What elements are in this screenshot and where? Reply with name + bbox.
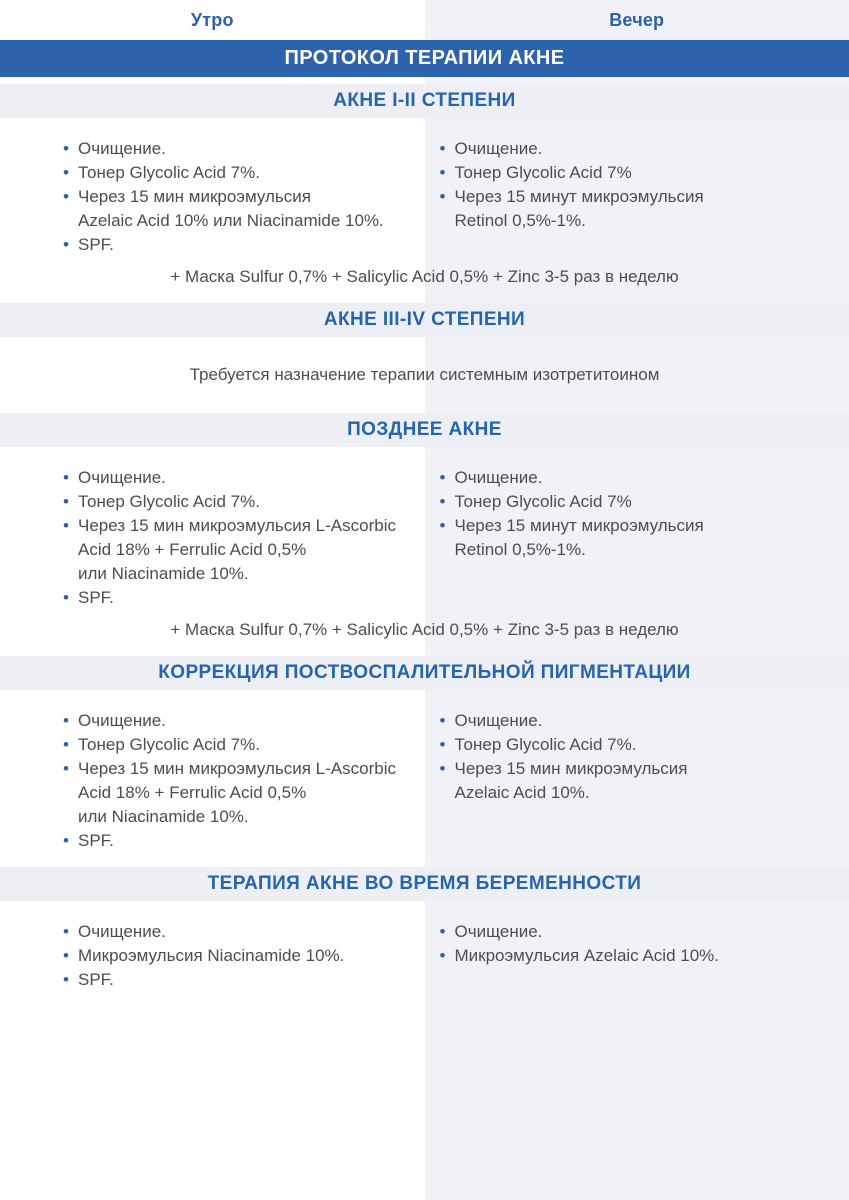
protocol-step bbox=[440, 466, 832, 490]
evening-column bbox=[425, 920, 849, 992]
weekly-mask-note: + Маска Sulfur 0,7% + Salicylic Acid 0,5% + Zinc 3-5 раз в неделю bbox=[170, 620, 679, 639]
protocol-step bbox=[63, 733, 407, 757]
step-line: Очищение. bbox=[454, 139, 543, 158]
step-lines bbox=[78, 829, 407, 853]
evening-step-list bbox=[440, 137, 832, 233]
two-column-layout bbox=[0, 709, 849, 853]
step-lines bbox=[78, 920, 407, 944]
protocol-step bbox=[63, 829, 407, 853]
section-center-text: Требуется назначение терапии системным изотретитоином bbox=[189, 365, 660, 384]
section-heading-band bbox=[0, 303, 849, 337]
step-line: Очищение. bbox=[78, 139, 166, 158]
bullet-icon: • bbox=[63, 922, 69, 941]
step-line: Очищение. bbox=[454, 711, 543, 730]
section-heading: КОРРЕКЦИЯ ПОСТВОСПАЛИТЕЛЬНОЙ ПИГМЕНТАЦИИ bbox=[158, 662, 691, 683]
section-heading: ПОЗДНЕЕ АКНЕ bbox=[347, 419, 502, 440]
section-heading-band bbox=[0, 867, 849, 901]
step-line: Acid 18% + Ferrulic Acid 0,5% bbox=[78, 540, 307, 559]
protocol-step bbox=[440, 757, 832, 805]
bullet-icon: • bbox=[439, 139, 446, 158]
step-lines bbox=[455, 185, 832, 233]
step-lines bbox=[455, 757, 832, 805]
protocol-step bbox=[63, 709, 407, 733]
bullet-icon: • bbox=[63, 235, 69, 254]
column-header-evening: Вечер bbox=[609, 9, 665, 30]
step-lines bbox=[78, 233, 407, 257]
step-lines bbox=[78, 709, 407, 733]
morning-column bbox=[0, 920, 425, 992]
step-lines bbox=[78, 137, 407, 161]
protocol-step bbox=[63, 137, 407, 161]
bullet-icon: • bbox=[63, 970, 69, 989]
step-lines bbox=[455, 161, 832, 185]
bullet-icon: • bbox=[63, 759, 69, 778]
bullet-icon: • bbox=[63, 468, 69, 487]
evening-step-list bbox=[440, 709, 832, 805]
document-title: ПРОТОКОЛ ТЕРАПИИ АКНЕ bbox=[284, 47, 565, 69]
protocol-step bbox=[440, 733, 832, 757]
section-heading: АКНЕ III-IV СТЕПЕНИ bbox=[323, 309, 526, 330]
step-line: Azelaic Acid 10%. bbox=[454, 783, 590, 802]
step-lines bbox=[455, 514, 832, 562]
step-lines bbox=[455, 733, 832, 757]
section-body bbox=[0, 690, 849, 867]
protocol-step bbox=[63, 514, 407, 586]
step-line: SPF. bbox=[78, 235, 114, 254]
protocol-step bbox=[63, 944, 407, 968]
step-line: или Niacinamide 10%. bbox=[78, 564, 249, 583]
two-column-layout bbox=[0, 137, 849, 257]
step-line: Acid 18% + Ferrulic Acid 0,5% bbox=[78, 783, 307, 802]
step-line: Тонер Glycolic Acid 7% bbox=[454, 163, 632, 182]
protocol-step bbox=[440, 709, 832, 733]
morning-step-list bbox=[63, 137, 407, 257]
morning-column bbox=[0, 137, 425, 257]
step-line: или Niacinamide 10%. bbox=[78, 807, 249, 826]
section-heading-band bbox=[0, 656, 849, 690]
step-lines bbox=[455, 490, 832, 514]
evening-column bbox=[425, 137, 849, 257]
step-lines bbox=[78, 490, 407, 514]
step-line: Очищение. bbox=[78, 468, 166, 487]
two-column-layout bbox=[0, 920, 849, 992]
protocol-step bbox=[440, 490, 832, 514]
step-line: Очищение. bbox=[454, 922, 543, 941]
evening-column bbox=[425, 709, 849, 853]
protocol-step bbox=[63, 490, 407, 514]
step-lines bbox=[78, 968, 407, 992]
step-line: SPF. bbox=[78, 970, 114, 989]
step-lines bbox=[78, 161, 407, 185]
step-line: Микроэмульсия Niacinamide 10%. bbox=[78, 946, 345, 965]
bullet-icon: • bbox=[63, 187, 69, 206]
step-line: Через 15 мин микроэмульсия bbox=[454, 759, 688, 778]
bullet-icon: • bbox=[63, 492, 69, 511]
two-column-layout bbox=[0, 466, 849, 610]
morning-step-list bbox=[63, 466, 407, 610]
protocol-step bbox=[63, 185, 407, 233]
step-line: Тонер Glycolic Acid 7%. bbox=[78, 492, 260, 511]
step-line: Azelaic Acid 10% или Niacinamide 10%. bbox=[78, 211, 384, 230]
step-lines bbox=[78, 733, 407, 757]
step-lines bbox=[78, 757, 407, 829]
protocol-step bbox=[440, 161, 832, 185]
protocol-step bbox=[63, 233, 407, 257]
step-lines bbox=[78, 466, 407, 490]
step-lines bbox=[78, 185, 407, 233]
step-line: Тонер Glycolic Acid 7%. bbox=[78, 163, 260, 182]
bullet-icon: • bbox=[439, 759, 446, 778]
step-line: Через 15 минут микроэмульсия bbox=[454, 516, 704, 535]
sections-container bbox=[0, 84, 849, 1006]
bullet-icon: • bbox=[63, 711, 69, 730]
step-line: Через 15 мин микроэмульсия L-Ascorbic bbox=[78, 759, 396, 778]
section-heading: ТЕРАПИЯ АКНЕ ВО ВРЕМЯ БЕРЕМЕННОСТИ bbox=[207, 873, 642, 894]
protocol-step bbox=[63, 466, 407, 490]
evening-column bbox=[425, 466, 849, 610]
step-line: Через 15 мин микроэмульсия L-Ascorbic bbox=[78, 516, 396, 535]
column-header-morning: Утро bbox=[190, 9, 234, 30]
step-line: Тонер Glycolic Acid 7%. bbox=[78, 735, 260, 754]
step-line: Очищение. bbox=[454, 468, 543, 487]
bullet-icon: • bbox=[439, 946, 446, 965]
bullet-icon: • bbox=[439, 468, 446, 487]
bullet-icon: • bbox=[63, 139, 69, 158]
step-line: Микроэмульсия Azelaic Acid 10%. bbox=[454, 946, 720, 965]
step-line: Retinol 0,5%-1%. bbox=[454, 540, 586, 559]
morning-step-list bbox=[63, 920, 407, 992]
section-body bbox=[0, 447, 849, 656]
step-line: Через 15 мин микроэмульсия bbox=[78, 187, 311, 206]
morning-column bbox=[0, 466, 425, 610]
bullet-icon: • bbox=[63, 735, 69, 754]
section-heading: АКНЕ I-II СТЕПЕНИ bbox=[333, 90, 516, 111]
morning-column bbox=[0, 709, 425, 853]
step-line: Через 15 минут микроэмульсия bbox=[454, 187, 704, 206]
bullet-icon: • bbox=[439, 711, 446, 730]
daypart-header-row bbox=[0, 0, 849, 40]
step-lines bbox=[455, 709, 832, 733]
bullet-icon: • bbox=[63, 831, 69, 850]
protocol-step bbox=[63, 968, 407, 992]
protocol-step bbox=[63, 757, 407, 829]
bullet-icon: • bbox=[63, 946, 69, 965]
bullet-icon: • bbox=[63, 516, 69, 535]
bullet-icon: • bbox=[439, 187, 446, 206]
section-body bbox=[0, 118, 849, 303]
protocol-step bbox=[440, 514, 832, 562]
evening-step-list bbox=[440, 920, 832, 968]
bullet-icon: • bbox=[439, 492, 446, 511]
step-lines bbox=[455, 137, 832, 161]
protocol-step bbox=[440, 944, 832, 968]
protocol-step bbox=[63, 920, 407, 944]
bullet-icon: • bbox=[439, 922, 446, 941]
bullet-icon: • bbox=[63, 163, 69, 182]
step-lines bbox=[78, 586, 407, 610]
protocol-step bbox=[63, 586, 407, 610]
bullet-icon: • bbox=[63, 588, 69, 607]
bullet-icon: • bbox=[439, 735, 446, 754]
weekly-mask-note: + Маска Sulfur 0,7% + Salicylic Acid 0,5% + Zinc 3-5 раз в неделю bbox=[170, 267, 679, 286]
step-line: Очищение. bbox=[78, 711, 166, 730]
step-lines bbox=[455, 920, 832, 944]
step-line: SPF. bbox=[78, 831, 114, 850]
step-line: Тонер Glycolic Acid 7%. bbox=[454, 735, 637, 754]
step-line: SPF. bbox=[78, 588, 114, 607]
step-line: Retinol 0,5%-1%. bbox=[454, 211, 586, 230]
protocol-step bbox=[63, 161, 407, 185]
bullet-icon: • bbox=[439, 516, 446, 535]
step-lines bbox=[455, 466, 832, 490]
step-lines bbox=[78, 944, 407, 968]
step-lines bbox=[455, 944, 832, 968]
protocol-step bbox=[440, 920, 832, 944]
section-body bbox=[0, 901, 849, 1006]
evening-step-list bbox=[440, 466, 832, 562]
step-line: Очищение. bbox=[78, 922, 166, 941]
protocol-step bbox=[440, 137, 832, 161]
step-lines bbox=[78, 514, 407, 586]
document-title-banner bbox=[0, 40, 849, 77]
protocol-step bbox=[440, 185, 832, 233]
morning-step-list bbox=[63, 709, 407, 853]
section-heading-band bbox=[0, 84, 849, 118]
section-heading-band bbox=[0, 413, 849, 447]
step-line: Тонер Glycolic Acid 7% bbox=[454, 492, 632, 511]
bullet-icon: • bbox=[439, 163, 446, 182]
